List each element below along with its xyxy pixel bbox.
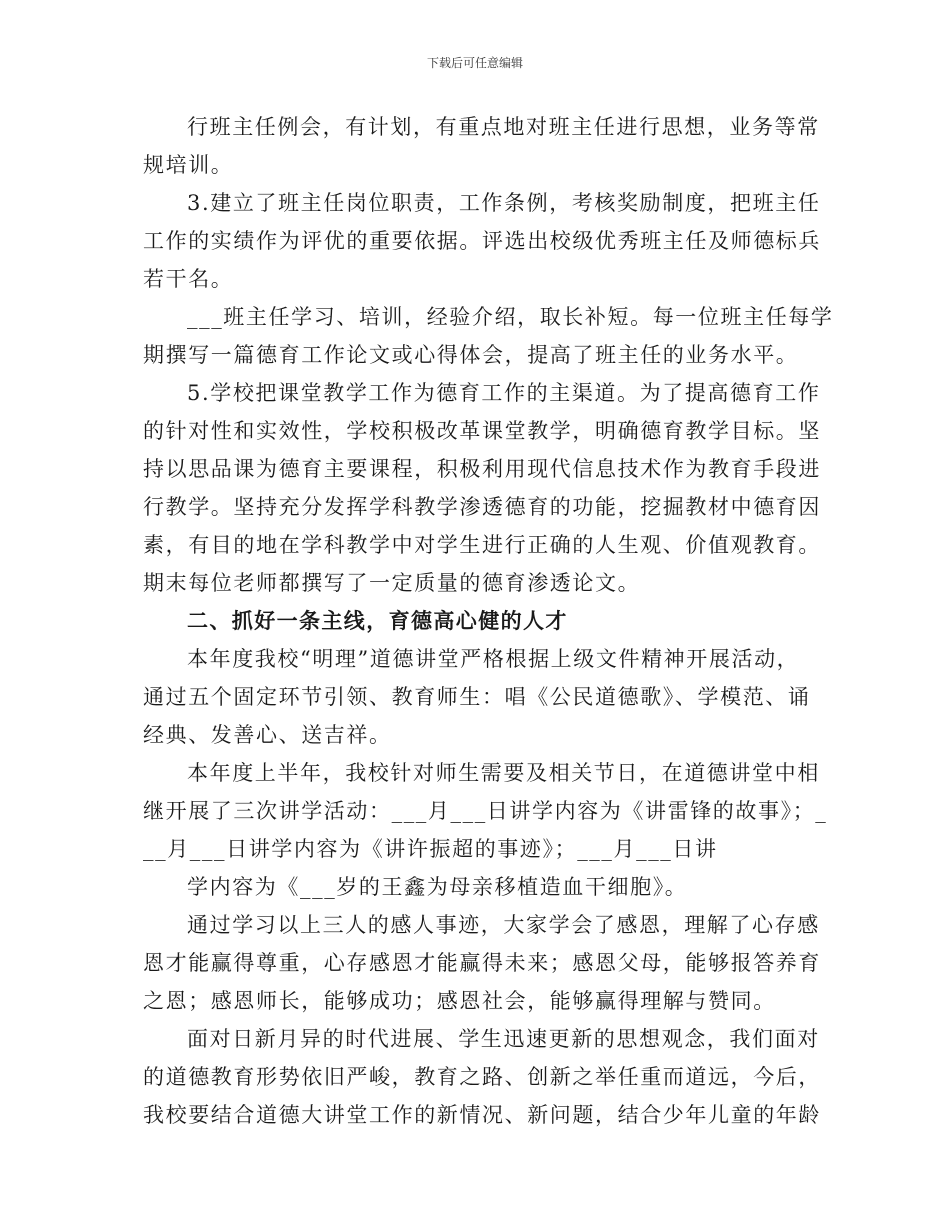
document-body	[143, 108, 834, 1134]
page-header: 下载后可任意编辑	[426, 56, 523, 70]
text-line: 期末每位老师都撰写了一定质量的德育渗透论文。	[143, 571, 641, 595]
text-line: 学内容为《___岁的王鑫为母亲移植造血干细胞》。	[187, 875, 688, 899]
text-line: 经典、发善心、送吉祥。	[143, 723, 392, 747]
text-line: 本年度上半年，我校针对师生需要及相关节日，在道德讲堂中相	[187, 761, 820, 785]
text-line: 继开展了三次讲学活动：___月___日讲学内容为《讲雷锋的故事》；_	[143, 799, 828, 823]
text-line: 之恩；感恩师长，能够成功；感恩社会，能够赢得理解与赞同。	[143, 989, 776, 1013]
text-line: __月___日讲学内容为《讲许振超的事迹》；___月___日讲	[143, 837, 718, 861]
text-line: 通过学习以上三人的感人事迹，大家学会了感恩，理解了心存感	[187, 913, 820, 937]
text-line: ___班主任学习、培训，经验介绍，取长补短。每一位班主任每学	[187, 305, 834, 329]
text-line: 期撰写一篇德育工作论文或心得体会，提高了班主任的业务水平。	[143, 343, 799, 367]
text-line: 持以思品课为德育主要课程，积极利用现代信息技术作为教育手段进	[143, 457, 821, 481]
text-line: 3.建立了班主任岗位职责，工作条例，考核奖励制度，把班主任	[187, 191, 821, 215]
section-heading: 二、抓好一条主线，育德高心健的人才	[187, 609, 568, 633]
text-line: 行班主任例会，有计划，有重点地对班主任进行思想，业务等常	[187, 115, 820, 139]
text-line: 面对日新月异的时代进展、学生迅速更新的思想观念，我们面对	[187, 1027, 820, 1051]
text-line: 若干名。	[143, 267, 234, 291]
text-line: 行教学。坚持充分发挥学科教学渗透德育的功能，挖掘教材中德育因	[143, 495, 821, 519]
text-line: 本年度我校“明理”道德讲堂严格根据上级文件精神开展活动，	[187, 647, 800, 671]
text-line: 5.学校把课堂教学工作为德育工作的主渠道。为了提高德育工作	[187, 381, 821, 405]
text-line: 我校要结合道德大讲堂工作的新情况、新问题，结合少年儿童的年龄	[143, 1103, 821, 1127]
text-line: 的针对性和实效性，学校积极改革课堂教学，明确德育教学目标。坚	[143, 419, 821, 443]
text-line: 规培训。	[143, 153, 234, 177]
text-line: 素，有目的地在学科教学中对学生进行正确的人生观、价值观教育。	[143, 533, 821, 557]
text-line: 通过五个固定环节引领、教育师生：唱《公民道德歌》、学模范、诵	[143, 685, 811, 709]
text-line: 的道德教育形势依旧严峻，教育之路、创新之举任重而道远，今后，	[143, 1065, 821, 1089]
text-line: 恩才能赢得尊重，心存感恩才能赢得未来；感恩父母，能够报答养育	[143, 951, 821, 975]
text-line: 工作的实绩作为评优的重要依据。评选出校级优秀班主任及师德标兵	[143, 229, 821, 253]
